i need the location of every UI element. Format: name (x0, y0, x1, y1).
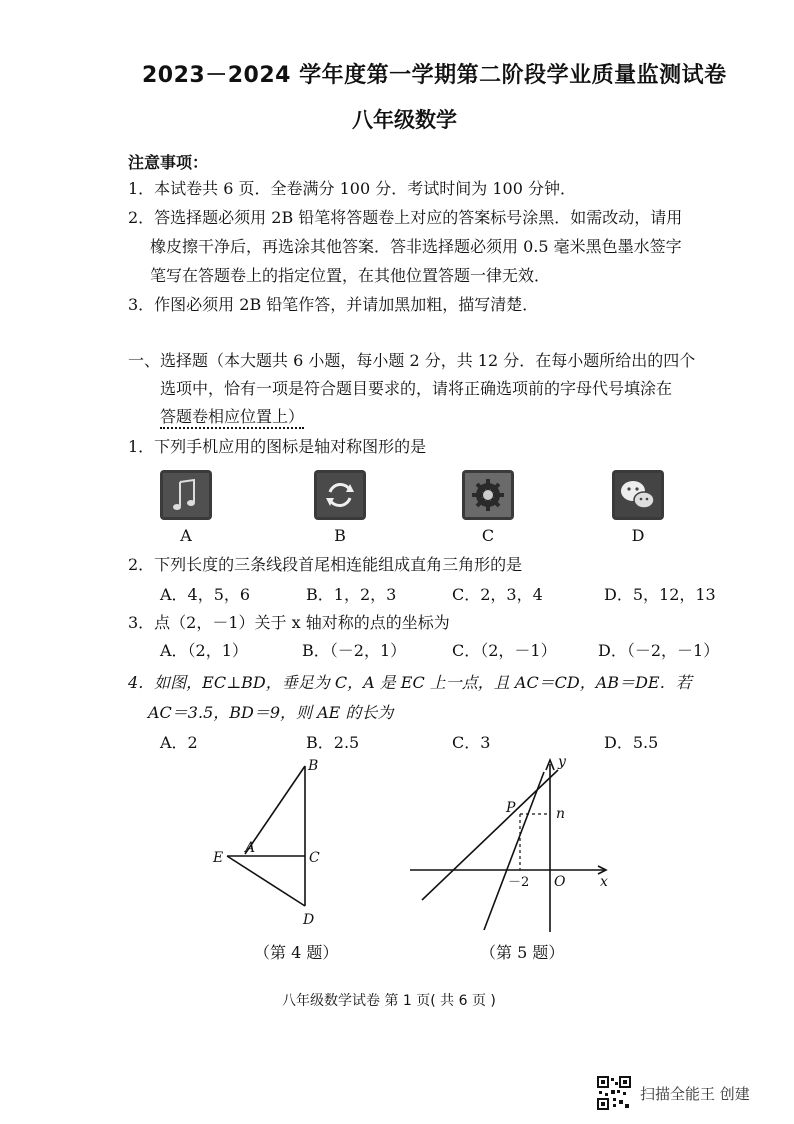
figure-5-caption: （第 5 题） (480, 943, 565, 962)
q4-option-d: D．5.5 (604, 733, 659, 752)
q1-option-d: D (631, 526, 645, 545)
qr-code-icon (597, 1076, 631, 1110)
note-line: 笔写在答题卷上的指定位置，在其他位置答题一律无效． (150, 266, 551, 285)
q2-stem: 2．下列长度的三条线段首尾相连能组成直角三角形的是 (128, 555, 523, 574)
q3-option-c: C．（2，－1） (452, 641, 557, 660)
note-line: 1．本试卷共 6 页．全卷满分 100 分．考试时间为 100 分钟． (128, 179, 576, 198)
settings-app-icon (462, 470, 514, 520)
q1-option-a: A (180, 526, 192, 545)
line-steep (484, 772, 544, 930)
q4-option-c: C．3 (452, 733, 491, 752)
q3-option-a: A．（2，1） (160, 641, 248, 660)
sync-app-icon (314, 470, 366, 520)
music-app-icon (160, 470, 212, 520)
q4-option-a: A．2 (160, 733, 198, 752)
note-line: 3．作图必须用 2B 铅笔作答，并请加黑加粗，描写清楚． (128, 295, 539, 314)
section-heading: 一、选择题（本大题共 6 小题，每小题 2 分，共 12 分．在每小题所给出的四个 (128, 351, 696, 370)
figure-4-triangles (205, 752, 345, 932)
section-line-emphasis: 答题卷相应位置上） (160, 404, 304, 429)
label-y: y (558, 754, 566, 770)
label-A: A (245, 840, 256, 856)
notes-heading: 注意事项： (128, 153, 209, 172)
q4-stem-line2: AC＝3.5，BD＝9，则 AE 的长为 (148, 703, 394, 722)
segment-ED (227, 856, 305, 906)
q3-option-b: B．（－2，1） (302, 641, 407, 660)
q1-stem: 1．下列手机应用的图标是轴对称图形的是 (128, 437, 427, 456)
label-O: O (554, 874, 566, 890)
label-n: n (556, 806, 566, 822)
label-D: D (303, 912, 315, 928)
label-P: P (506, 800, 516, 816)
note-line: 2．答选择题必须用 2B 铅笔将答题卷上对应的答案标号涂黑．如需改动，请用 (128, 208, 683, 227)
q2-option-d: D．5，12，13 (604, 585, 716, 604)
q2-option-c: C．2，3，4 (452, 585, 543, 604)
q4-option-b: B．2.5 (306, 733, 360, 752)
refresh-icon (314, 470, 366, 520)
figure-5-coordinate-graph (408, 752, 628, 942)
q2-option-b: B．1，2，3 (306, 585, 397, 604)
page-footer: 八年级数学试卷 第 1 页( 共 6 页 ) (282, 993, 496, 1009)
q1-option-c: C (481, 526, 495, 545)
label-minus-2: －2 (508, 875, 530, 890)
chat-app-icon (612, 470, 664, 520)
label-x: x (600, 874, 608, 890)
q3-stem: 3．点（2，－1）关于 x 轴对称的点的坐标为 (128, 613, 450, 632)
note-line: 橡皮擦干净后，再选涂其他答案．答非选择题必须用 0.5 毫米黑色墨水签字 (150, 237, 682, 256)
figure-4-caption: （第 4 题） (254, 943, 339, 962)
label-C: C (309, 850, 320, 866)
q1-option-b: B (334, 526, 346, 545)
chat-bubble-icon (612, 470, 664, 520)
exam-title: 2023－2024 学年度第一学期第二阶段学业质量监测试卷 (142, 63, 727, 88)
exam-subtitle: 八年级数学 (352, 108, 457, 132)
section-line: 选项中，恰有一项是符合题目要求的，请将正确选项前的字母代号填涂在 (160, 379, 673, 398)
label-B: B (308, 758, 319, 774)
gear-icon (462, 470, 514, 520)
label-E: E (213, 850, 224, 866)
scanner-watermark: 扫描全能王 创建 (640, 1085, 750, 1103)
q2-option-a: A．4，5，6 (160, 585, 251, 604)
music-note-icon (160, 470, 212, 520)
q4-stem-line1: 4．如图，EC⊥BD，垂足为 C，A 是 EC 上一点，且 AC＝CD，AB＝DE．若 (128, 673, 692, 692)
q3-option-d: D．（－2，－1） (598, 641, 720, 660)
